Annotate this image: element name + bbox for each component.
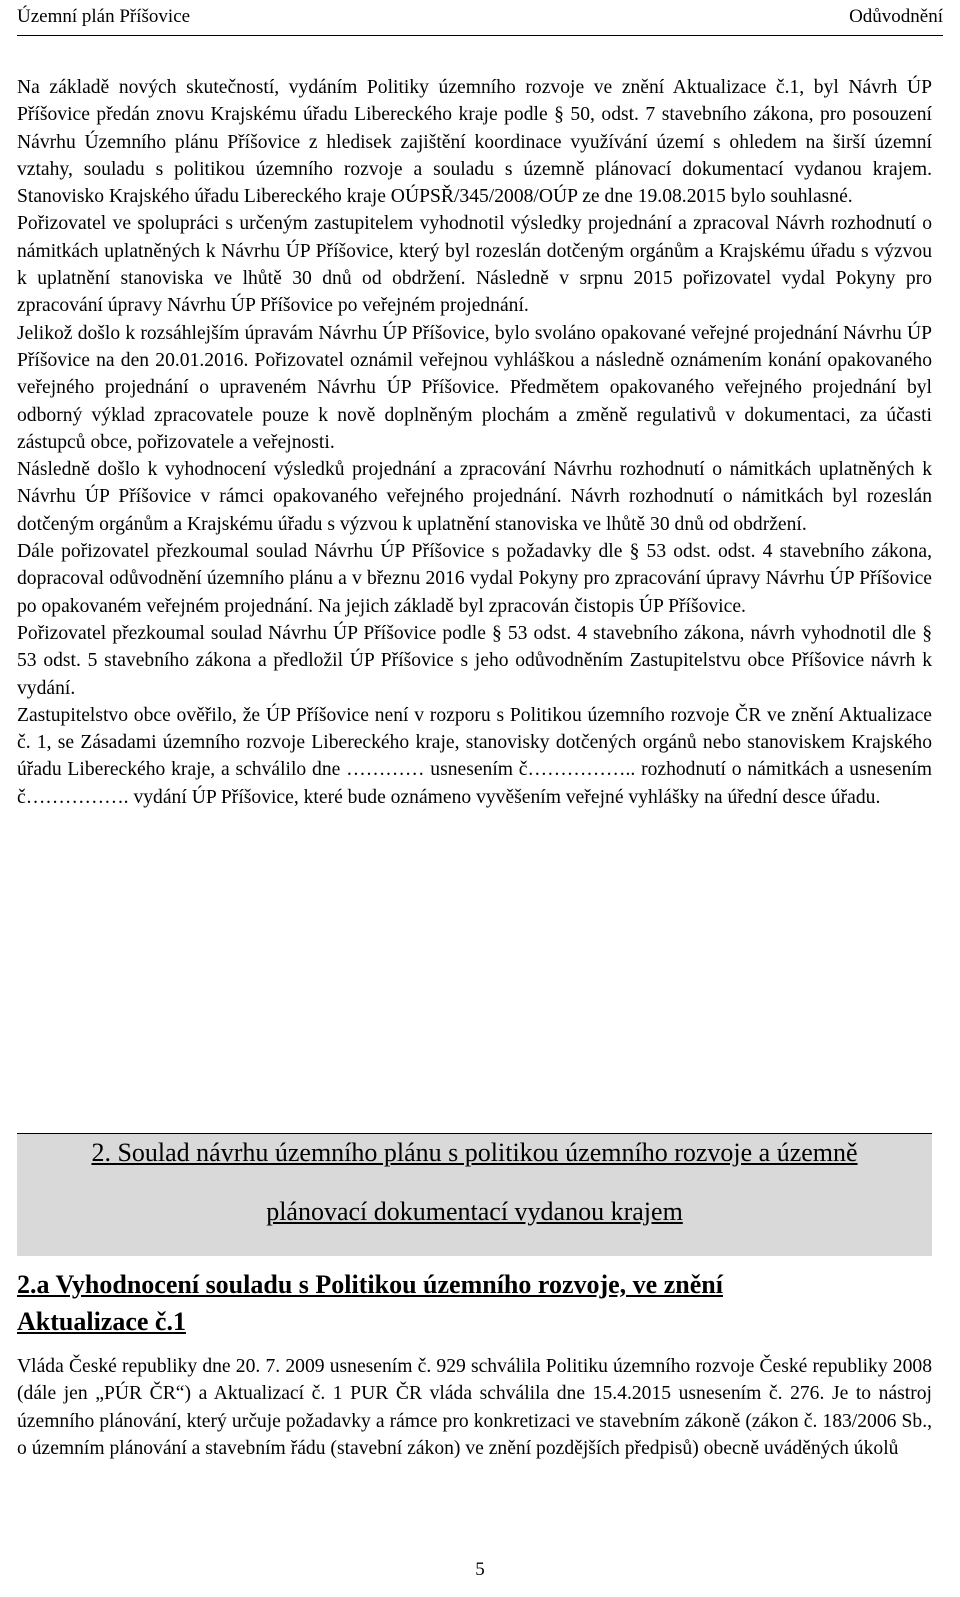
page-number: 5 bbox=[475, 1559, 485, 1580]
header-section-label: Odůvodnění bbox=[849, 6, 943, 27]
section-2-heading-line-1: 2. Soulad návrhu územního plánu s politikou územního rozvoje a územně bbox=[91, 1138, 858, 1167]
header-divider bbox=[17, 35, 943, 36]
paragraph-6: Pořizovatel přezkoumal soulad Návrhu ÚP Příšovice podle § 53 odst. 4 stavebního zákona, návrh vyhodnotil dle § 53 odst. 5 stavebního zákona a předložil ÚP Příšovice s jeho odůvodněním Zastupitelstvu obce Příšovice návrh k vydání. bbox=[17, 622, 932, 699]
section-2a-body bbox=[17, 1353, 932, 1462]
section-2a-heading: 2.a Vyhodnocení souladu s Politikou územního rozvoje, ve znění Aktualizace č.1 bbox=[17, 1270, 723, 1336]
paragraph-2: Pořizovatel ve spolupráci s určeným zastupitelem vyhodnotil výsledky projednání a zpracoval Návrh rozhodnutí o námitkách uplatněných k Návrhu ÚP Příšovice, který byl rozeslán dotčeným orgánům a Krajskému úřadu s výzvou k uplatnění stanoviska ve lhůtě 30 dnů od obdržení. Následně v srpnu 2015 pořizovatel vydal Pokyny pro zpracování úpravy Návrhu ÚP Příšovice po veřejném projednání. bbox=[17, 213, 932, 317]
paragraph-7: Zastupitelstvo obce ověřilo, že ÚP Příšovice není v rozporu s Politikou územního rozvoje ČR ve znění Aktualizace č. 1, se Zásadami územního rozvoje Libereckého kraje, stanovisky dotčených orgánů nebo stanoviskem Krajského úřadu Libereckého kraje, a schválilo dne ………… usnesením č…………….. rozhodnutí o námitkách a usnesením č……………. vydání ÚP Příšovice, které bude oznámeno vyvěšením veřejné vyhlášky na úřední desce úřadu. bbox=[17, 704, 932, 808]
paragraph-4: Následně došlo k vyhodnocení výsledků projednání a zpracování Návrhu rozhodnutí o námitkách uplatněných k Návrhu ÚP Příšovice v rámci opakovaného veřejného projednání. Návrh rozhodnutí o námitkách byl rozeslán dotčeným orgánům a Krajskému úřadu s výzvou k uplatnění stanoviska ve lhůtě 30 dnů od obdržení. bbox=[17, 459, 932, 535]
page-header bbox=[17, 4, 943, 30]
paragraph-1: Na základě nových skutečností, vydáním Politiky územního rozvoje ve znění Aktualizace č.1, byl Návrh ÚP Příšovice předán znovu Krajskému úřadu Libereckého kraje podle § 50, odst. 7 stavebního zákona, pro posouzení Návrhu Územního plánu Příšovice z hledisek zajištění koordinace využívání území s ohledem na širší územní vztahy, souladu s politikou územního rozvoje a souladu s územně plánovací dokumentací vydanou krajem. Stanovisko Krajského úřadu Libereckého kraje OÚPSŘ/345/2008/OÚP ze dne 19.08.2015 bylo souhlasné. bbox=[17, 77, 932, 208]
main-body-text bbox=[17, 74, 932, 811]
header-document-title: Územní plán Příšovice bbox=[17, 6, 191, 27]
section-2-heading-line-2: plánovací dokumentací vydanou krajem bbox=[266, 1197, 683, 1226]
paragraph-5: Dále pořizovatel přezkoumal soulad Návrhu ÚP Příšovice s požadavky dle § 53 odst. odst. 4 stavebního zákona, dopracoval odůvodnění územního plánu a v březnu 2016 vydal Pokyny pro zpracování úpravy Návrhu ÚP Příšovice po opakovaném veřejném projednání. Na jejich základě byl zpracován čistopis ÚP Příšovice. bbox=[17, 541, 932, 617]
section-2a-paragraph: Vláda České republiky dne 20. 7. 2009 usnesením č. 929 schválila Politiku územního rozvoje České republiky 2008 (dále jen „PÚR ČR“) a Aktualizací č. 1 PUR ČR vláda schválila dne 15.4.2015 usnesením č. 276. Je to nástroj územního plánování, který určuje požadavky a rámce pro konkretizaci ve stavebním zákoně (zákon č. 183/2006 Sb., o územním plánování a stavebním řádu (stavební zákon) ve znění pozdějších předpisů) obecně uváděných úkolů bbox=[17, 1356, 932, 1459]
paragraph-3: Jelikož došlo k rozsáhlejším úpravám Návrhu ÚP Příšovice, bylo svoláno opakované veřejné projednání Návrhu ÚP Příšovice na den 20.01.2016. Pořizovatel oznámil veřejnou vyhláškou a následně oznámením konání opakovaného veřejného projednání o upraveném Návrhu ÚP Příšovice. Předmětem opakovaného veřejného projednání byl odborný výklad zpracovatele pouze k nově doplněným plochám a změně regulativů v dokumentaci, za účasti zástupců obce, pořizovatele a veřejnosti. bbox=[17, 322, 932, 453]
